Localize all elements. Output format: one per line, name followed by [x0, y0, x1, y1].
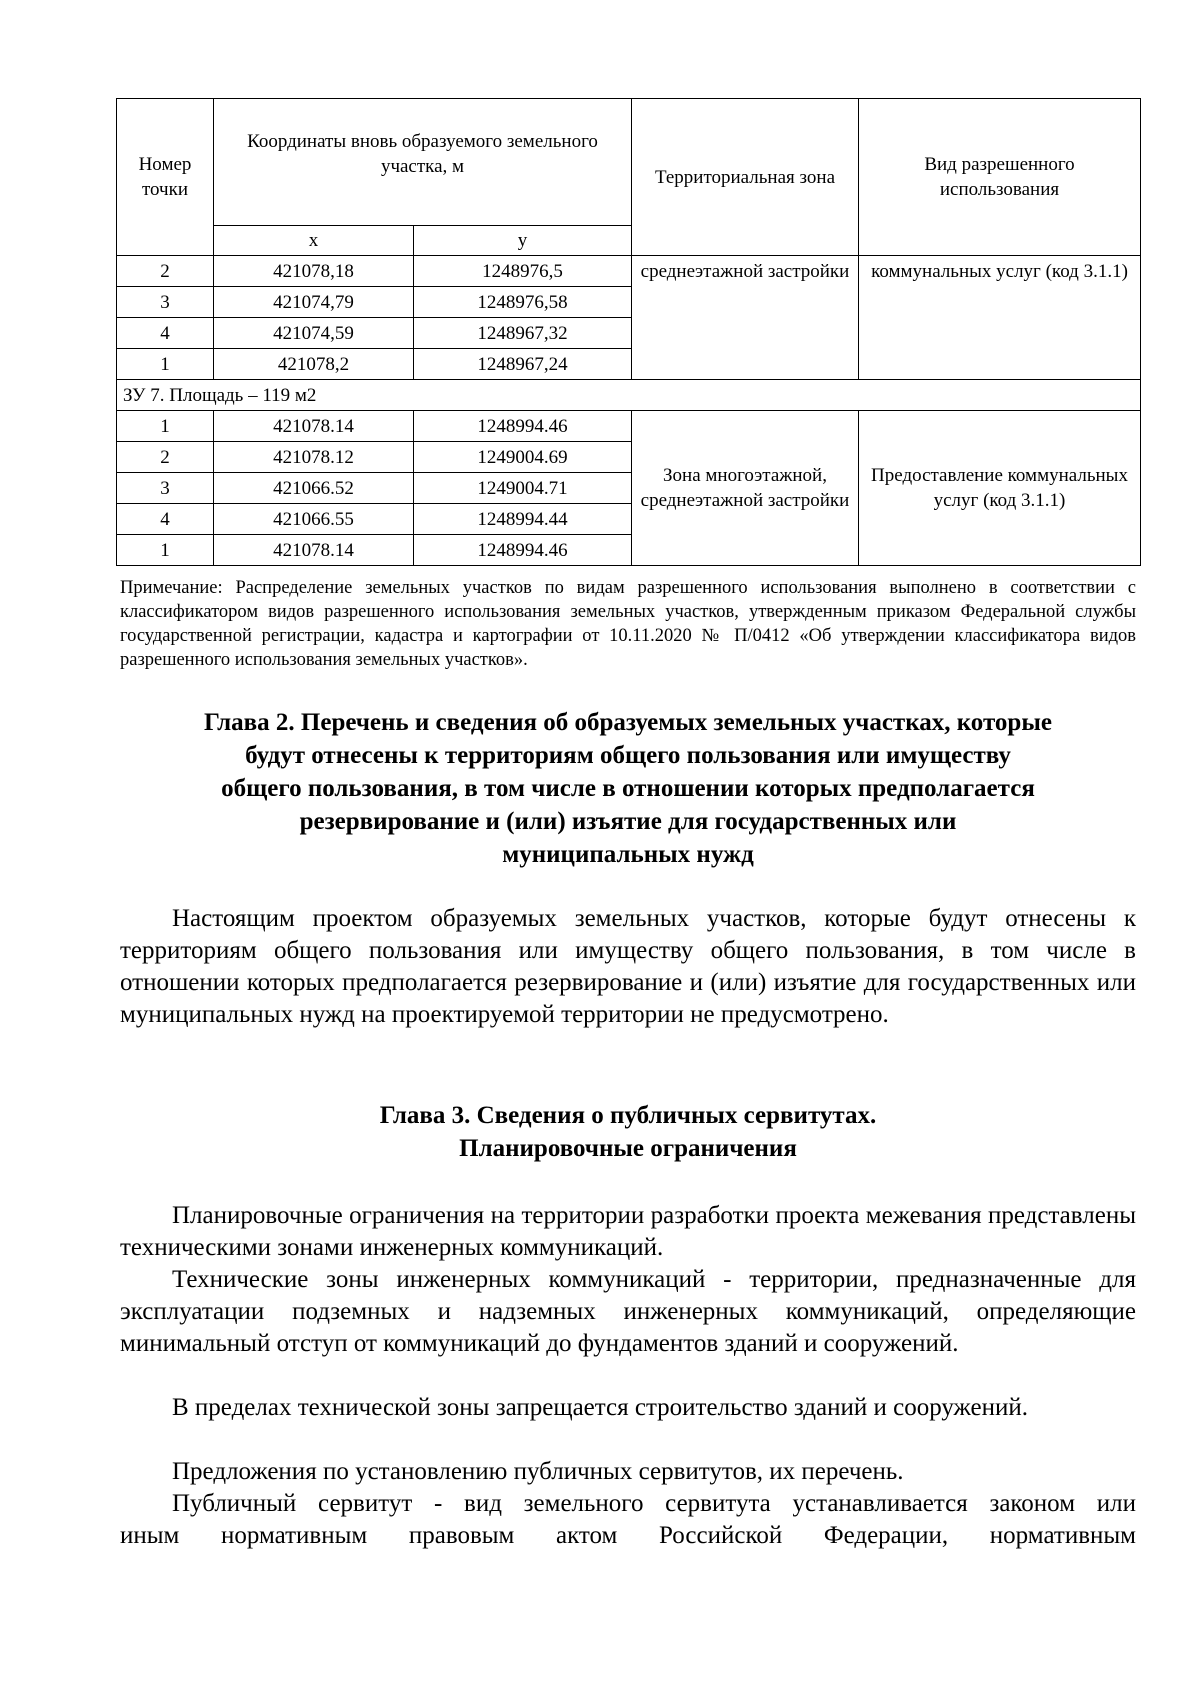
point-number: 2	[117, 256, 214, 287]
point-number: 3	[117, 473, 214, 504]
chapter-3-paragraph-4: Предложения по установлению публичных сервитутов, их перечень.	[172, 1458, 904, 1485]
point-number: 3	[117, 287, 214, 318]
point-number: 2	[117, 442, 214, 473]
coord-x: 421074,79	[214, 287, 414, 318]
chapter-3-paragraph-2: Технические зоны инженерных коммуникаций - территории, предназначенные для эксплуатации подземных и надземных инженерных коммуникаций, определяющие минимальный отступ от коммуникаций до фундаментов зданий и сооружений.	[120, 1266, 1136, 1357]
zone-cell: Зона многоэтажной, среднеэтажной застройки	[632, 411, 859, 566]
point-number: 1	[117, 349, 214, 380]
chapter-2-title-line: муниципальных нужд	[502, 841, 754, 868]
chapter-3-paragraph-3: В пределах технической зоны запрещается строительство зданий и сооружений.	[172, 1394, 1028, 1421]
coord-x: 421078.14	[214, 535, 414, 566]
chapter-3-title-line: Глава 3. Сведения о публичных сервитутах.	[379, 1102, 877, 1129]
chapter-3-paragraph-5-line-1: Публичный сервитут - вид земельного сервитута устанавливается законом или	[172, 1490, 1136, 1517]
header-zone: Территориальная зона	[632, 99, 859, 256]
plot-label-row	[117, 380, 1141, 411]
coord-x: 421078,18	[214, 256, 414, 287]
coord-x: 421078.12	[214, 442, 414, 473]
table-note: Примечание: Распределение земельных участков по видам разрешенного использования выполнено в соответствии с классификатором видов разрешенного использования земельных участков, утвержденным приказом Федеральной службы государственной регистрации, кадастра и картографии от 10.11.2020 № П/0412 «Об утверждении классификатора видов разрешенного использования земельных участков».	[120, 578, 1136, 670]
coordinates-table	[116, 98, 1141, 566]
chapter-2-paragraph: Настоящим проектом образуемых земельных участков, которые будут отнесены к территориям общего пользования или имуществу общего пользования, в том числе в отношении которых предполагается резервирование и (или) изъятие для государственных или муниципальных нужд на проектируемой территории не предусмотрено.	[120, 905, 1136, 1028]
point-number: 1	[117, 411, 214, 442]
chapter-2-title-line: будут отнесены к территориям общего пользования или имуществу	[245, 742, 1011, 769]
use-cell: коммунальных услуг (код 3.1.1)	[859, 256, 1141, 380]
point-number: 1	[117, 535, 214, 566]
chapter-2-title-line: общего пользования, в том числе в отношении которых предполагается	[221, 775, 1035, 802]
header-y: y	[414, 226, 632, 256]
coord-y: 1248994.44	[414, 504, 632, 535]
table-row	[117, 411, 1141, 442]
use-cell: Предоставление коммунальных услуг (код 3.1.1)	[859, 411, 1141, 566]
coord-x: 421074,59	[214, 318, 414, 349]
chapter-3-title-line: Планировочные ограничения	[459, 1135, 797, 1162]
chapter-2-title-line: Глава 2. Перечень и сведения об образуемых земельных участках, которые	[204, 709, 1052, 736]
point-number: 4	[117, 504, 214, 535]
coord-x: 421078,2	[214, 349, 414, 380]
chapter-3-title	[120, 1099, 1136, 1165]
coord-x: 421078.14	[214, 411, 414, 442]
coord-y: 1249004.71	[414, 473, 632, 504]
header-coordinates: Координаты вновь образуемого земельного участка, м	[214, 99, 632, 226]
zone-cell: среднеэтажной застройки	[632, 256, 859, 380]
coord-y: 1248994.46	[414, 411, 632, 442]
coord-x: 421066.52	[214, 473, 414, 504]
chapter-3-paragraph-1: Планировочные ограничения на территории разработки проекта межевания представлены техническими зонами инженерных коммуникаций.	[120, 1202, 1136, 1261]
coord-x: 421066.55	[214, 504, 414, 535]
table-header-row	[117, 99, 1141, 226]
point-number: 4	[117, 318, 214, 349]
coord-y: 1248976,58	[414, 287, 632, 318]
chapter-2-title-line: резервирование и (или) изъятие для государственных или	[299, 808, 957, 835]
chapter-2-title	[120, 706, 1136, 871]
coord-y: 1248994.46	[414, 535, 632, 566]
coord-y: 1248967,32	[414, 318, 632, 349]
header-x: x	[214, 226, 414, 256]
coord-y: 1249004.69	[414, 442, 632, 473]
header-use-type: Вид разрешенного использования	[859, 99, 1141, 256]
header-point-number: Номер точки	[117, 99, 214, 256]
chapter-3-paragraph-5-line-2: иным нормативным правовым актом Российской Федерации, нормативным	[120, 1522, 1136, 1549]
coord-y: 1248967,24	[414, 349, 632, 380]
plot-label: ЗУ 7. Площадь – 119 м2	[117, 380, 1141, 411]
table-row	[117, 256, 1141, 287]
coord-y: 1248976,5	[414, 256, 632, 287]
